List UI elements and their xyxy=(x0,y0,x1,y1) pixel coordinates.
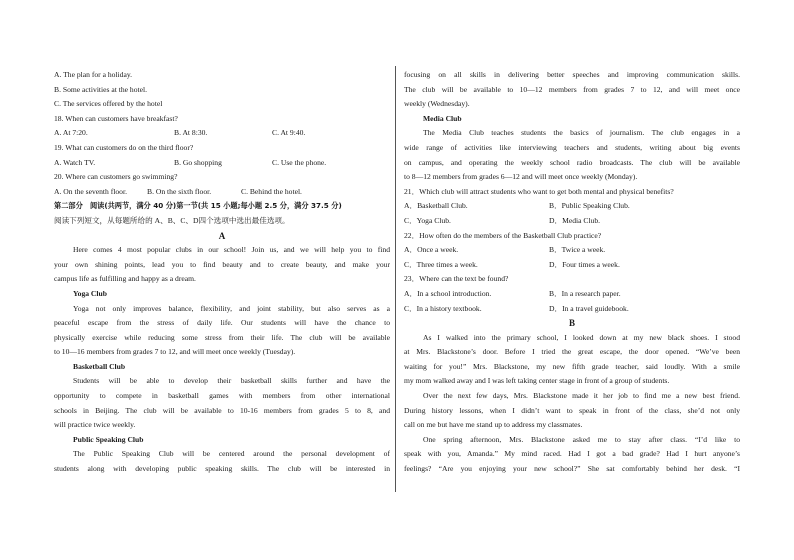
right-line-17: B xyxy=(568,318,575,329)
left-line-23: schools in Beijing. The club will be available to 10-16 members from grades 5 to 8, and xyxy=(54,405,390,415)
option: B. On the sixth floor. xyxy=(147,186,212,196)
right-line-12 xyxy=(404,243,740,258)
left-line-5: 19. What can customers do on the third floor? xyxy=(54,142,194,152)
left-line-8 xyxy=(54,185,390,200)
right-line-24: call on me but have me stand up to address my classmates. xyxy=(404,420,583,430)
right-line-5: wide range of activities like interviewing teachers and students, writing about big events xyxy=(404,142,740,152)
option: A. Watch TV. xyxy=(54,157,96,167)
right-line-2: weekly (Wednesday). xyxy=(404,99,470,109)
option: A．Basketball Club. xyxy=(404,201,468,211)
option: C．Three times a week. xyxy=(404,259,478,269)
right-line-14: 23．Where can the text be found? xyxy=(404,274,509,284)
left-line-3: 18. When can customers have breakfast? xyxy=(54,113,178,123)
right-line-16 xyxy=(404,302,740,317)
left-line-18: physically exercise while reducing some stress from their life. The club will be available xyxy=(54,332,390,342)
right-line-4: The Media Club teaches students the basics of journalism. The club engages in a xyxy=(423,128,740,138)
right-line-15 xyxy=(404,287,740,302)
right-line-20: waiting for you!” Mrs. Blackstone, my new fifth grade teacher, said loudly. With a smile xyxy=(404,361,740,371)
left-line-19: to 10—16 members from grades 7 to 12, and will meet once weekly (Tuesday). xyxy=(54,347,296,357)
right-line-1: The club will be available to 10—12 members from grades 7 to 12, and will meet once xyxy=(404,84,740,94)
left-line-4 xyxy=(54,126,390,141)
left-line-6 xyxy=(54,156,390,171)
left-line-14: campus life as fulfilling and happy as a dream. xyxy=(54,274,196,284)
left-line-24: will practice twice weekly. xyxy=(54,420,136,430)
right-line-3: Media Club xyxy=(423,113,462,123)
column-divider xyxy=(395,66,396,492)
option: D．Four times a week. xyxy=(549,259,620,269)
left-line-20: Basketball Club xyxy=(73,361,126,371)
left-line-22: opportunity to compete in basketball games with members from other international xyxy=(54,391,390,401)
option: D．Media Club. xyxy=(549,215,601,225)
left-line-12: Here comes 4 most popular clubs in our school! Join us, and we will help you to find xyxy=(73,245,390,255)
right-line-6: on campus, and operating the weekly school radio broadcasts. The club will be available xyxy=(404,157,740,167)
left-column xyxy=(54,68,390,477)
option: B．Twice a week. xyxy=(549,245,606,255)
left-line-17: peaceful escape from the stress of daily life. Our students will have the chance to xyxy=(54,318,390,328)
right-column xyxy=(404,68,740,477)
left-line-1: B. Some activities at the hotel. xyxy=(54,84,148,94)
right-line-18: As I walked into the primary school, I looked down at my new black shoes. I stood xyxy=(423,332,740,342)
option: A．Once a week. xyxy=(404,245,459,255)
left-line-21: Students will be able to develop their basketball skills further and have the xyxy=(73,376,390,386)
right-line-10 xyxy=(404,214,740,229)
left-line-11: A xyxy=(218,230,226,241)
right-line-26: speak with you, Amanda.” My mind raced. Had I got a bad grade? Had I hurt anyone’s xyxy=(404,449,740,459)
right-line-0: focusing on all skills in delivering better speeches and improving communication skills. xyxy=(404,70,740,79)
option: D．In a travel guidebook. xyxy=(549,303,629,313)
left-line-27: students along with developing public speaking skills. The club will be interested in xyxy=(54,464,390,474)
option: C．In a history textbook. xyxy=(404,303,482,313)
right-line-8: 21．Which club will attract students who want to get both mental and physical benefits? xyxy=(404,186,674,196)
left-line-9: 第二部分 阅读(共两节，满分 40 分)第一节(共 15 小题;每小题 2.5 分，满分 37.5 分) xyxy=(54,201,342,211)
right-line-22: Over the next few days, Mrs. Blackstone made it her job to find me a new best friend. xyxy=(423,391,740,401)
option: C. Behind the hotel. xyxy=(241,186,302,196)
option: B．In a research paper. xyxy=(549,288,621,298)
right-line-23: During history lessons, when I didn’t want to speak in front of the class, she’d not only xyxy=(404,405,740,415)
left-line-7: 20. Where can customers go swimming? xyxy=(54,172,178,182)
left-line-15: Yoga Club xyxy=(73,288,107,298)
left-line-16: Yoga not only improves balance, flexibility, and joint stability, but also serves as a xyxy=(73,303,390,313)
right-line-19: at Mrs. Blackstone’s door. Before I tried the great escape, the door opened. “We’ve been xyxy=(404,347,740,357)
option: C．Yoga Club. xyxy=(404,215,451,225)
option: A．In a school introduction. xyxy=(404,288,492,298)
left-line-26: The Public Speaking Club will be centered around the personal development of xyxy=(73,449,390,459)
left-line-0: A. The plan for a holiday. xyxy=(54,70,133,79)
right-line-7: to 8—12 members from grades 6—12 and will meet once weekly (Monday). xyxy=(404,172,638,182)
right-line-11: 22．How often do the members of the Basketball Club practice? xyxy=(404,230,602,240)
option: A. At 7:20. xyxy=(54,128,88,138)
left-line-25: Public Speaking Club xyxy=(73,434,144,444)
left-line-2: C. The services offered by the hotel xyxy=(54,99,163,109)
right-line-21: my mom walked away and I was left taking center stage in front of a group of students. xyxy=(404,376,670,386)
right-line-25: One spring afternoon, Mrs. Blackstone asked me to stay after class. “I’d like to xyxy=(423,434,740,444)
option: B．Public Speaking Club. xyxy=(549,201,630,211)
right-line-13 xyxy=(404,258,740,273)
option: A. On the seventh floor. xyxy=(54,186,127,196)
right-line-27: feelings? “Are you enjoying your new school?” She sat comfortably behind her desk. “I xyxy=(404,464,740,474)
option: C. Use the phone. xyxy=(272,157,327,167)
option: B. At 8:30. xyxy=(174,128,208,138)
option: B. Go shopping xyxy=(174,157,222,167)
left-line-13: your own shining points, lead you to find beauty and to create beauty, and make your xyxy=(54,259,390,269)
option: C. At 9:40. xyxy=(272,128,306,138)
left-line-10: 阅读下列短文，从每题所给的 A、B、C、D四个选项中选出最佳选项。 xyxy=(54,215,290,225)
right-line-9 xyxy=(404,199,740,214)
